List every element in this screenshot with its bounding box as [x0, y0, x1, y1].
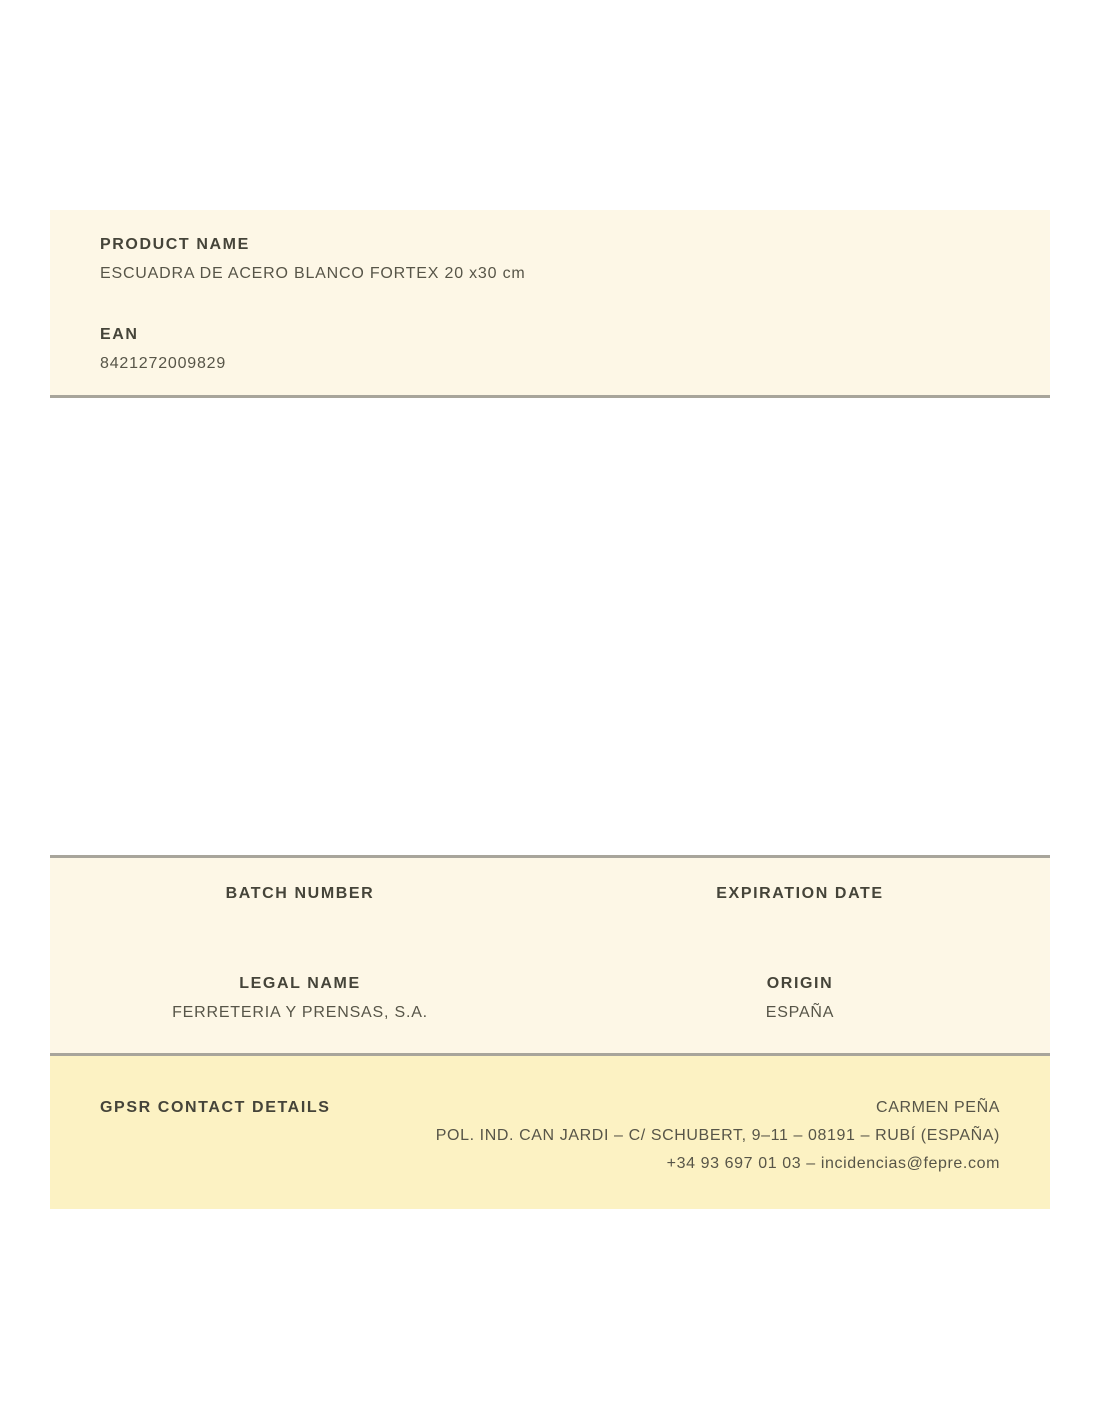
ean-label: EAN	[100, 326, 139, 343]
contact-name: CARMEN PEÑA	[876, 1099, 1000, 1116]
batch-expiration-row	[50, 886, 1050, 902]
legal-name-field	[50, 976, 550, 1021]
batch-number-label: BATCH NUMBER	[225, 885, 375, 902]
legal-name-label: LEGAL NAME	[239, 975, 361, 992]
origin-field	[550, 976, 1050, 1021]
ean-field	[100, 327, 1000, 372]
contact-address: POL. IND. CAN JARDI – C/ SCHUBERT, 9–11 – 08191 – RUBÍ (ESPAÑA)	[435, 1127, 1000, 1144]
product-name-value: ESCUADRA DE ACERO BLANCO FORTEX 20 x30 cm	[100, 265, 526, 282]
legal-origin-row	[50, 976, 1050, 1021]
product-name-field	[100, 237, 1000, 282]
ean-value: 8421272009829	[100, 355, 227, 372]
origin-label: ORIGIN	[766, 975, 834, 992]
gpsr-contact-block	[436, 1094, 1000, 1178]
legal-name-value: FERRETERIA Y PRENSAS, S.A.	[172, 1004, 428, 1021]
product-info-section	[50, 210, 1050, 398]
product-name-label: PRODUCT NAME	[100, 236, 250, 253]
gpsr-contact-label: GPSR CONTACT DETAILS	[100, 1099, 331, 1116]
expiration-date-label: EXPIRATION DATE	[716, 885, 884, 902]
expiration-date-field	[550, 886, 1050, 902]
batch-info-section	[50, 855, 1050, 1056]
batch-number-field	[50, 886, 550, 902]
contact-phone-email: +34 93 697 01 03 – incidencias@fepre.com	[666, 1155, 1000, 1172]
gpsr-contact-section	[50, 1056, 1050, 1209]
origin-value: ESPAÑA	[765, 1004, 835, 1021]
